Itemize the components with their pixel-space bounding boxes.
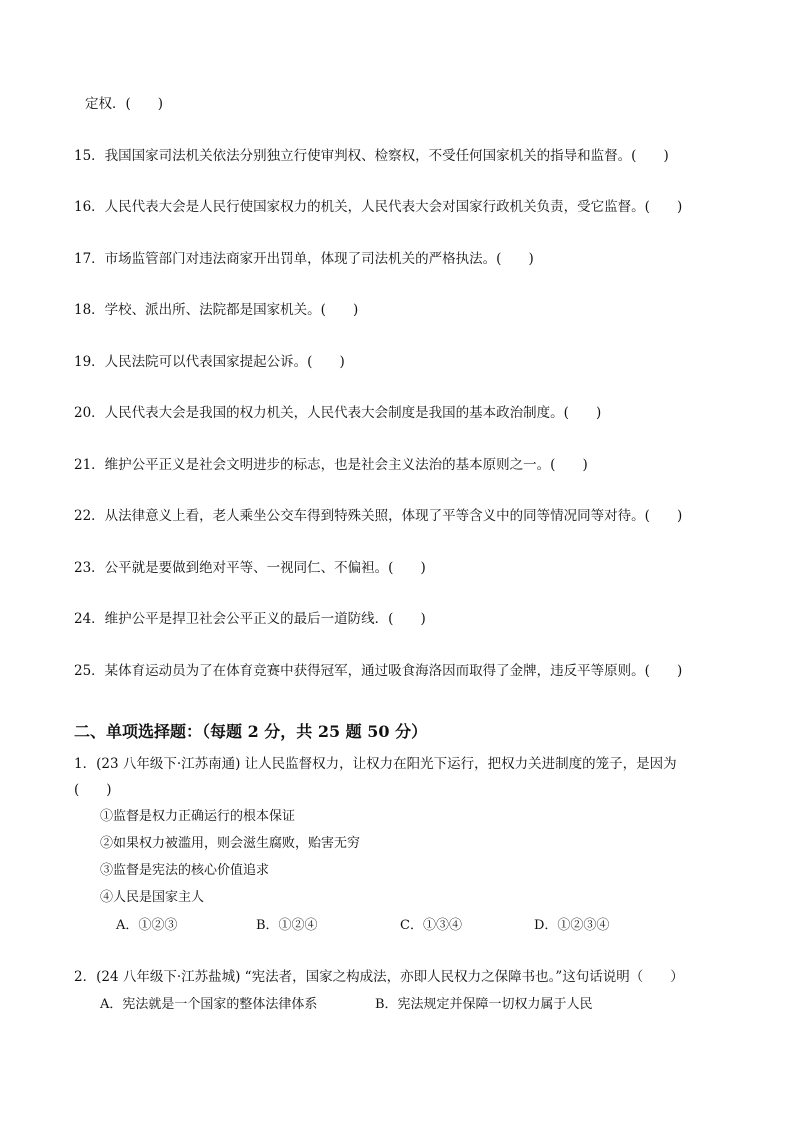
tf-question-20: 20．人民代表大会是我国的权力机关，人民代表大会制度是我国的基本政治制度。( ) — [74, 405, 602, 421]
mc-question-1-stem: 1．(23 八年级下·江苏南通) 让人民监督权力，让权力在阳光下运行，把权力关进制度的笼子，是因为 — [74, 756, 677, 772]
tf-question-25: 25．某体育运动员为了在体育竞赛中获得冠军，通过吸食海洛因而取得了金牌，违反平等原则。( ) — [74, 663, 683, 679]
option-b: B．①②④ — [256, 918, 318, 933]
tf-question-24: 24．维护公平是捍卫社会公平正义的最后一道防线．( ) — [74, 611, 426, 627]
tf-question-19: 19．人民法院可以代表国家提起公诉。( ) — [74, 354, 345, 370]
section-heading: 二、单项选择题：（每题 2 分，共 25 题 50 分） — [74, 722, 428, 741]
tf-question-22: 22．从法律意义上看，老人乘坐公交车得到特殊关照，体现了平等含义中的同等情况同等对待。( ) — [74, 508, 683, 524]
mc-question-2-stem: 2．(24 八年级下·江苏盐城) “宪法者，国家之构成法，亦即人民权力之保障书也。”这句话说明（ ） — [74, 969, 684, 985]
tf-question-17: 17．市场监管部门对违法商家开出罚单，体现了司法机关的严格执法。( ) — [74, 251, 534, 267]
statement-4: ④人民是国家主人 — [100, 890, 205, 905]
tf-question-16: 16．人民代表大会是人民行使国家权力的机关，人民代表大会对国家行政机关负责，受它监督。( ) — [74, 199, 683, 215]
option-d: D．①②③④ — [534, 918, 610, 933]
option-a: A．①②③ — [116, 918, 178, 933]
tf-question-15: 15．我国国家司法机关依法分别独立行使审判权、检察权，不受任何国家机关的指导和监督。( ) — [74, 148, 669, 164]
tf-question-23: 23．公平就是要做到绝对平等、一视同仁、不偏袒。( ) — [74, 560, 426, 576]
tf-continuation: 定权．( ) — [85, 96, 164, 112]
option-c: C．①③④ — [400, 918, 462, 933]
tf-question-21: 21．维护公平正义是社会文明进步的标志，也是社会主义法治的基本原则之一。( ) — [74, 457, 588, 473]
statement-1: ①监督是权力正确运行的根本保证 — [100, 809, 296, 824]
q2-option-a: A．宪法就是一个国家的整体法律体系 — [100, 997, 318, 1012]
statement-2: ②如果权力被滥用，则会滋生腐败，贻害无穷 — [100, 836, 361, 851]
mc-question-1-stem-cont: ( ) — [74, 782, 112, 798]
tf-question-18: 18．学校、派出所、法院都是国家机关。( ) — [74, 302, 359, 318]
q2-option-b: B．宪法规定并保障一切权力属于人民 — [375, 997, 593, 1012]
statement-3: ③监督是宪法的核心价值追求 — [100, 863, 270, 878]
